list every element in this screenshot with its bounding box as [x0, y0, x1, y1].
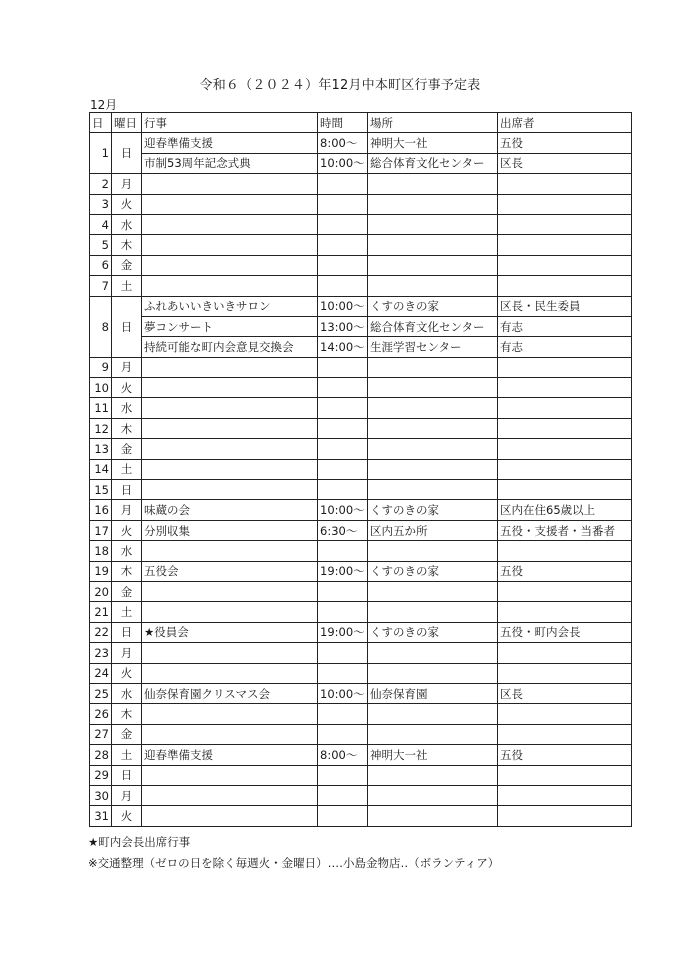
table-row — [90, 418, 632, 438]
attendees-cell — [498, 398, 632, 418]
place-cell: くすのきの家 — [368, 561, 498, 581]
day-cell: 29 — [90, 765, 112, 785]
time-cell — [318, 724, 368, 744]
attendees-cell: 五役 — [498, 133, 632, 153]
weekday-cell: 木 — [112, 418, 142, 438]
table-row — [90, 296, 632, 316]
weekday-cell: 水 — [112, 214, 142, 234]
time-cell: 10:00～ — [318, 500, 368, 520]
event-cell — [142, 602, 318, 622]
event-cell — [142, 541, 318, 561]
page-title: 令和６（２０２４）年12月中本町区行事予定表 — [199, 78, 481, 93]
time-cell — [318, 194, 368, 214]
weekday-cell: 土 — [112, 459, 142, 479]
attendees-cell: 区長 — [498, 153, 632, 173]
event-cell — [142, 785, 318, 805]
day-cell: 11 — [90, 398, 112, 418]
weekday-cell: 木 — [112, 704, 142, 724]
event-cell — [142, 459, 318, 479]
day-cell: 19 — [90, 561, 112, 581]
header-event: 行事 — [142, 113, 318, 133]
event-cell — [142, 276, 318, 296]
event-cell — [142, 255, 318, 275]
header-time: 時間 — [318, 113, 368, 133]
time-cell: 19:00～ — [318, 622, 368, 642]
place-cell: くすのきの家 — [368, 622, 498, 642]
weekday-cell: 金 — [112, 439, 142, 459]
header-attendees: 出席者 — [498, 113, 632, 133]
place-cell: くすのきの家 — [368, 500, 498, 520]
time-cell — [318, 806, 368, 826]
attendees-cell — [498, 663, 632, 683]
note-star-legend: ★町内会長出席行事 — [88, 835, 191, 849]
place-cell — [368, 276, 498, 296]
event-cell: 分別収集 — [142, 520, 318, 540]
place-cell: 生涯学習センター — [368, 337, 498, 357]
day-cell: 7 — [90, 276, 112, 296]
attendees-cell — [498, 765, 632, 785]
day-cell: 24 — [90, 663, 112, 683]
time-cell: 10:00～ — [318, 296, 368, 316]
day-cell: 15 — [90, 480, 112, 500]
table-row — [90, 541, 632, 561]
place-cell: 神明大一社 — [368, 745, 498, 765]
place-cell — [368, 785, 498, 805]
attendees-cell — [498, 276, 632, 296]
event-cell — [142, 765, 318, 785]
attendees-cell — [498, 194, 632, 214]
event-cell — [142, 194, 318, 214]
attendees-cell: 区内在住65歳以上 — [498, 500, 632, 520]
time-cell — [318, 581, 368, 601]
table-row — [90, 724, 632, 744]
place-cell — [368, 398, 498, 418]
weekday-cell: 木 — [112, 561, 142, 581]
table-row — [90, 480, 632, 500]
place-cell: 総合体育文化センター — [368, 316, 498, 336]
place-cell — [368, 214, 498, 234]
schedule-body — [90, 133, 632, 826]
attendees-cell — [498, 439, 632, 459]
weekday-cell: 土 — [112, 602, 142, 622]
day-cell: 21 — [90, 602, 112, 622]
weekday-cell: 月 — [112, 174, 142, 194]
attendees-cell: 五役・町内会長 — [498, 622, 632, 642]
attendees-cell — [498, 459, 632, 479]
weekday-cell: 月 — [112, 500, 142, 520]
event-cell: 持続可能な町内会意見交換会 — [142, 337, 318, 357]
place-cell — [368, 806, 498, 826]
day-cell: 3 — [90, 194, 112, 214]
attendees-cell — [498, 581, 632, 601]
time-cell: 19:00～ — [318, 561, 368, 581]
time-cell — [318, 214, 368, 234]
table-row — [90, 174, 632, 194]
table-row — [90, 194, 632, 214]
weekday-cell: 月 — [112, 785, 142, 805]
attendees-cell: 五役 — [498, 745, 632, 765]
weekday-cell: 日 — [112, 296, 142, 357]
header-weekday: 曜日 — [112, 113, 142, 133]
weekday-cell: 日 — [112, 765, 142, 785]
place-cell — [368, 378, 498, 398]
place-cell — [368, 439, 498, 459]
table-row — [90, 276, 632, 296]
time-cell — [318, 643, 368, 663]
table-row — [90, 337, 632, 357]
time-cell — [318, 765, 368, 785]
time-cell — [318, 480, 368, 500]
month-label: 12月 — [90, 98, 118, 112]
day-cell: 10 — [90, 378, 112, 398]
place-cell — [368, 357, 498, 377]
day-cell: 2 — [90, 174, 112, 194]
place-cell: 区内五か所 — [368, 520, 498, 540]
table-row — [90, 581, 632, 601]
place-cell — [368, 541, 498, 561]
table-row — [90, 806, 632, 826]
weekday-cell: 日 — [112, 480, 142, 500]
table-row — [90, 214, 632, 234]
attendees-cell: 有志 — [498, 316, 632, 336]
weekday-cell: 金 — [112, 581, 142, 601]
time-cell — [318, 276, 368, 296]
time-cell: 13:00～ — [318, 316, 368, 336]
day-cell: 14 — [90, 459, 112, 479]
attendees-cell — [498, 785, 632, 805]
attendees-cell — [498, 806, 632, 826]
table-row — [90, 153, 632, 173]
place-cell — [368, 602, 498, 622]
day-cell: 22 — [90, 622, 112, 642]
header-day: 日 — [90, 113, 112, 133]
weekday-cell: 火 — [112, 806, 142, 826]
table-row — [90, 643, 632, 663]
day-cell: 30 — [90, 785, 112, 805]
time-cell — [318, 602, 368, 622]
weekday-cell: 土 — [112, 745, 142, 765]
place-cell — [368, 663, 498, 683]
time-cell: 8:00～ — [318, 745, 368, 765]
place-cell — [368, 174, 498, 194]
table-row — [90, 500, 632, 520]
attendees-cell — [498, 357, 632, 377]
weekday-cell: 日 — [112, 133, 142, 174]
day-cell: 20 — [90, 581, 112, 601]
time-cell — [318, 255, 368, 275]
attendees-cell — [498, 541, 632, 561]
time-cell — [318, 418, 368, 438]
place-cell — [368, 704, 498, 724]
place-cell: 仙奈保育園 — [368, 683, 498, 703]
event-cell — [142, 663, 318, 683]
table-row — [90, 663, 632, 683]
note-traffic: ※交通整理（ゼロの日を除く毎週火・金曜日）‥‥小島金物店‥（ボランティア） — [88, 856, 500, 870]
weekday-cell: 月 — [112, 643, 142, 663]
place-cell — [368, 459, 498, 479]
event-cell: 市制53周年記念式典 — [142, 153, 318, 173]
attendees-cell — [498, 643, 632, 663]
event-cell — [142, 357, 318, 377]
time-cell — [318, 785, 368, 805]
time-cell — [318, 174, 368, 194]
table-row — [90, 378, 632, 398]
event-cell: 五役会 — [142, 561, 318, 581]
table-row — [90, 683, 632, 703]
attendees-cell: 五役 — [498, 561, 632, 581]
event-cell: 仙奈保育園クリスマス会 — [142, 683, 318, 703]
place-cell — [368, 765, 498, 785]
time-cell — [318, 704, 368, 724]
event-cell — [142, 398, 318, 418]
event-cell — [142, 174, 318, 194]
weekday-cell: 水 — [112, 683, 142, 703]
attendees-cell — [498, 174, 632, 194]
table-row — [90, 520, 632, 540]
place-cell — [368, 235, 498, 255]
day-cell: 27 — [90, 724, 112, 744]
time-cell: 6:30～ — [318, 520, 368, 540]
event-cell — [142, 704, 318, 724]
time-cell: 14:00～ — [318, 337, 368, 357]
day-cell: 8 — [90, 296, 112, 357]
place-cell — [368, 724, 498, 744]
weekday-cell: 木 — [112, 235, 142, 255]
table-row — [90, 357, 632, 377]
day-cell: 5 — [90, 235, 112, 255]
table-row — [90, 459, 632, 479]
attendees-cell: 区長・民生委員 — [498, 296, 632, 316]
attendees-cell: 区長 — [498, 683, 632, 703]
weekday-cell: 水 — [112, 541, 142, 561]
event-cell: 夢コンサート — [142, 316, 318, 336]
schedule-table — [89, 112, 632, 827]
place-cell — [368, 643, 498, 663]
place-cell: くすのきの家 — [368, 296, 498, 316]
attendees-cell — [498, 214, 632, 234]
table-row — [90, 398, 632, 418]
event-cell: ふれあいいきいきサロン — [142, 296, 318, 316]
time-cell: 10:00～ — [318, 683, 368, 703]
attendees-cell — [498, 418, 632, 438]
day-cell: 26 — [90, 704, 112, 724]
day-cell: 1 — [90, 133, 112, 174]
event-cell — [142, 418, 318, 438]
event-cell — [142, 581, 318, 601]
attendees-cell — [498, 480, 632, 500]
place-cell — [368, 255, 498, 275]
header-place: 場所 — [368, 113, 498, 133]
table-row — [90, 745, 632, 765]
event-cell: ★役員会 — [142, 622, 318, 642]
table-row — [90, 785, 632, 805]
weekday-cell: 日 — [112, 622, 142, 642]
event-cell — [142, 643, 318, 663]
place-cell: 総合体育文化センター — [368, 153, 498, 173]
table-row — [90, 704, 632, 724]
weekday-cell: 火 — [112, 520, 142, 540]
event-cell — [142, 378, 318, 398]
time-cell — [318, 235, 368, 255]
place-cell — [368, 194, 498, 214]
event-cell: 迎春準備支援 — [142, 745, 318, 765]
weekday-cell: 金 — [112, 255, 142, 275]
event-cell: 味蔵の会 — [142, 500, 318, 520]
day-cell: 17 — [90, 520, 112, 540]
place-cell — [368, 418, 498, 438]
place-cell: 神明大一社 — [368, 133, 498, 153]
day-cell: 31 — [90, 806, 112, 826]
table-row — [90, 255, 632, 275]
table-row — [90, 439, 632, 459]
table-row — [90, 133, 632, 153]
table-row — [90, 765, 632, 785]
day-cell: 28 — [90, 745, 112, 765]
header-row — [90, 113, 632, 133]
time-cell — [318, 398, 368, 418]
day-cell: 12 — [90, 418, 112, 438]
time-cell — [318, 439, 368, 459]
notes — [88, 832, 499, 874]
event-cell — [142, 806, 318, 826]
attendees-cell — [498, 235, 632, 255]
event-cell — [142, 235, 318, 255]
day-cell: 23 — [90, 643, 112, 663]
time-cell — [318, 459, 368, 479]
place-cell — [368, 581, 498, 601]
weekday-cell: 月 — [112, 357, 142, 377]
time-cell — [318, 541, 368, 561]
table-row — [90, 561, 632, 581]
weekday-cell: 水 — [112, 398, 142, 418]
weekday-cell: 土 — [112, 276, 142, 296]
attendees-cell — [498, 255, 632, 275]
attendees-cell: 有志 — [498, 337, 632, 357]
time-cell: 10:00～ — [318, 153, 368, 173]
day-cell: 25 — [90, 683, 112, 703]
day-cell: 18 — [90, 541, 112, 561]
day-cell: 16 — [90, 500, 112, 520]
time-cell — [318, 357, 368, 377]
time-cell — [318, 663, 368, 683]
table-row — [90, 602, 632, 622]
day-cell: 4 — [90, 214, 112, 234]
day-cell: 13 — [90, 439, 112, 459]
day-cell: 9 — [90, 357, 112, 377]
weekday-cell: 火 — [112, 194, 142, 214]
event-cell — [142, 480, 318, 500]
event-cell — [142, 724, 318, 744]
time-cell — [318, 378, 368, 398]
attendees-cell — [498, 724, 632, 744]
weekday-cell: 火 — [112, 378, 142, 398]
day-cell: 6 — [90, 255, 112, 275]
event-cell — [142, 439, 318, 459]
table-row — [90, 316, 632, 336]
attendees-cell: 五役・支援者・当番者 — [498, 520, 632, 540]
table-row — [90, 235, 632, 255]
event-cell — [142, 214, 318, 234]
time-cell: 8:00～ — [318, 133, 368, 153]
attendees-cell — [498, 602, 632, 622]
table-row — [90, 622, 632, 642]
weekday-cell: 金 — [112, 724, 142, 744]
weekday-cell: 火 — [112, 663, 142, 683]
attendees-cell — [498, 704, 632, 724]
event-cell: 迎春準備支援 — [142, 133, 318, 153]
place-cell — [368, 480, 498, 500]
attendees-cell — [498, 378, 632, 398]
